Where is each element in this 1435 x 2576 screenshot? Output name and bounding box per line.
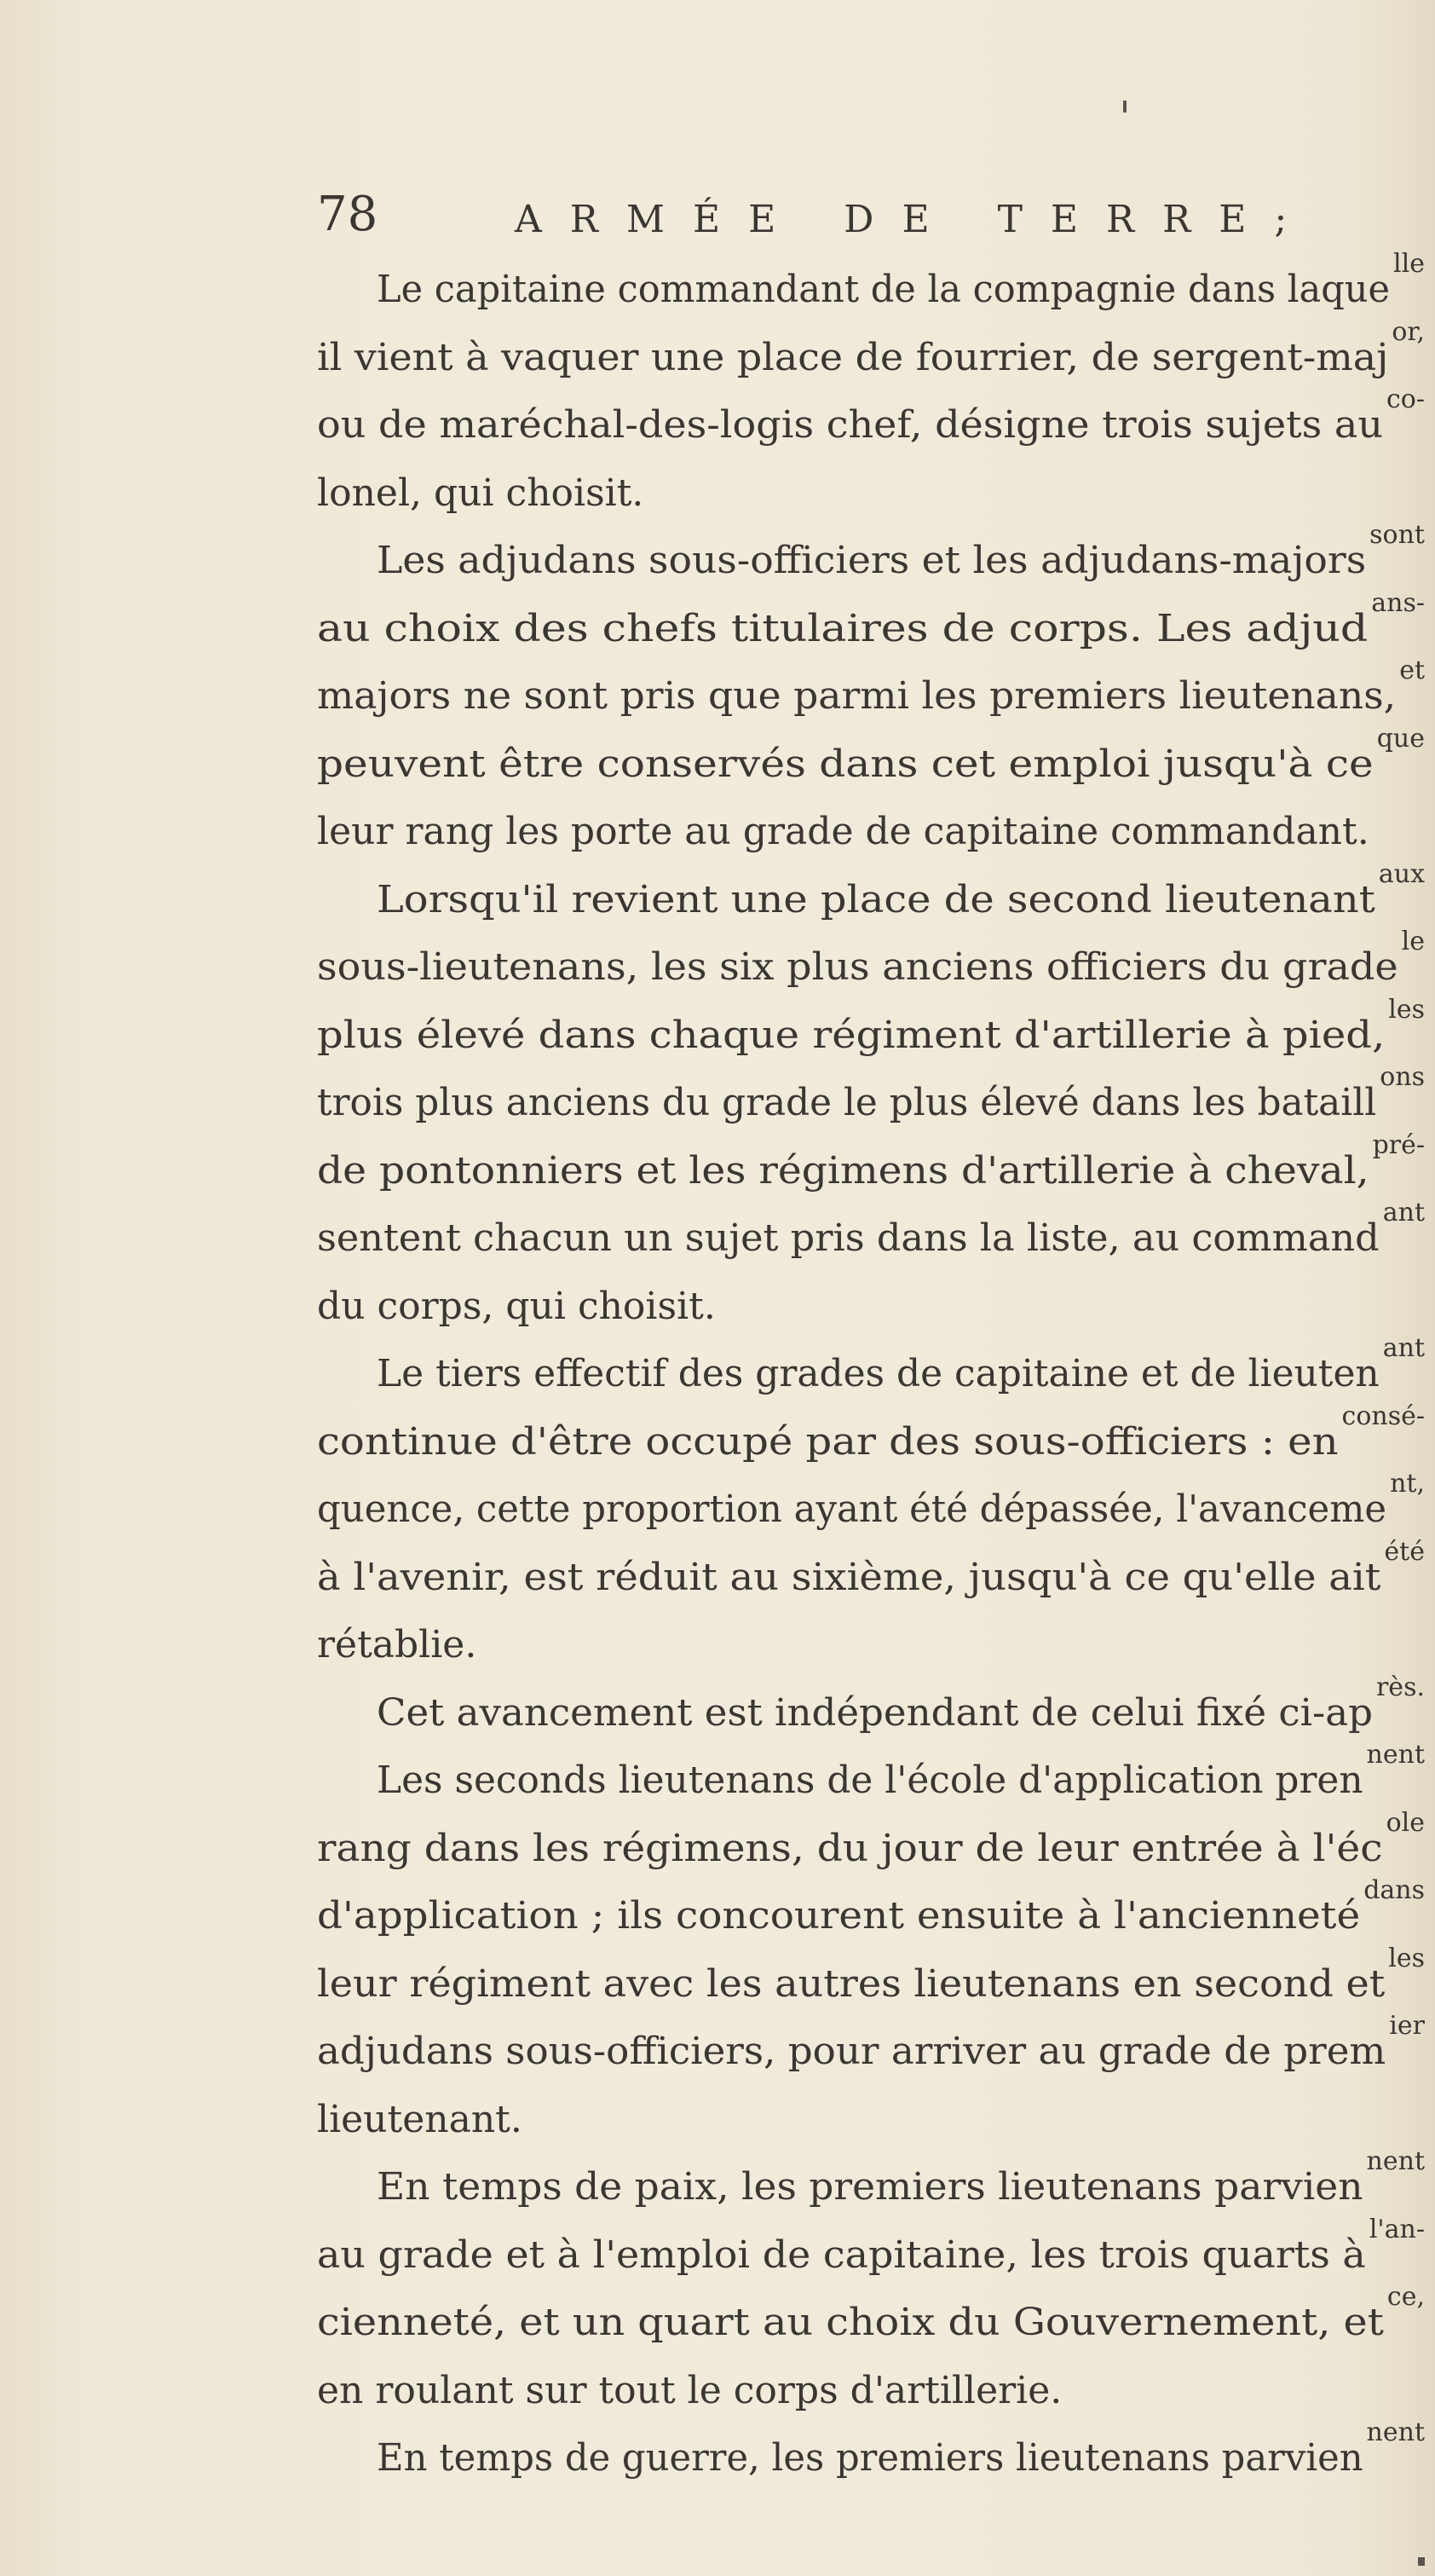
text-line bbox=[317, 858, 1425, 934]
line-text: en roulant sur tout le corps d'artillerie. bbox=[317, 2368, 1063, 2412]
page-number: 78 bbox=[317, 187, 378, 242]
line-text: Les adjudans sous-officiers et les adjudans-majors bbox=[377, 539, 1367, 582]
line-end-superscript: pré- bbox=[1372, 1129, 1425, 1160]
text-line bbox=[317, 1672, 1425, 1747]
line-end-superscript: ce, bbox=[1386, 2282, 1425, 2312]
line-end-superscript: ole bbox=[1386, 1807, 1425, 1838]
text-line bbox=[317, 798, 1425, 866]
text-line bbox=[317, 2011, 1425, 2086]
line-end-superscript: sont bbox=[1369, 520, 1425, 550]
line-text: quence, cette proportion ayant été dépassée, l'avanceme bbox=[317, 1487, 1387, 1531]
text-line bbox=[317, 1129, 1425, 1205]
text-line bbox=[317, 384, 1425, 459]
line-end-superscript: les bbox=[1388, 994, 1425, 1025]
line-text: Cet avancement est indépendant de celui fixé ci-ap bbox=[377, 1690, 1374, 1735]
text-line bbox=[317, 1943, 1425, 2019]
line-text: trois plus anciens du grade le plus élevé dans les bataill bbox=[317, 1081, 1377, 1124]
line-end-superscript: l'an- bbox=[1369, 2214, 1425, 2244]
text-line bbox=[317, 2146, 1425, 2221]
text-line bbox=[317, 1401, 1425, 1476]
line-text: plus élevé dans chaque régiment d'artillerie à pied, bbox=[317, 1013, 1386, 1057]
line-end-superscript: nent bbox=[1366, 2146, 1425, 2176]
line-text: adjudans sous-officiers, pour arriver au grade de prem bbox=[317, 2030, 1386, 2073]
text-line bbox=[317, 1807, 1425, 1883]
line-end-superscript: le bbox=[1401, 927, 1425, 956]
text-line bbox=[317, 520, 1425, 595]
running-title: ARMÉE DE TERRE; bbox=[515, 198, 1316, 241]
text-line bbox=[317, 2214, 1425, 2290]
text-line bbox=[317, 1875, 1425, 1950]
line-end-superscript: co- bbox=[1386, 384, 1425, 414]
text-line bbox=[317, 2282, 1425, 2357]
line-end-superscript: ons bbox=[1380, 1062, 1425, 1092]
body-text bbox=[317, 249, 1425, 2492]
line-end-superscript: les bbox=[1388, 1943, 1425, 1973]
line-text: sentent chacun un sujet pris dans la liste, au command bbox=[317, 1216, 1380, 1260]
line-text: rang dans les régimens, du jour de leur entrée à l'éc bbox=[317, 1826, 1383, 1870]
line-end-superscript: et bbox=[1399, 656, 1425, 685]
text-line bbox=[317, 249, 1425, 324]
line-end-superscript: or, bbox=[1392, 316, 1425, 347]
line-text: il vient à vaquer une place de fourrier, de sergent-maj bbox=[317, 335, 1389, 379]
line-text: Les seconds lieutenans de l'école d'application pren bbox=[377, 1759, 1363, 1802]
line-end-superscript: consé- bbox=[1341, 1401, 1425, 1431]
line-text: Le capitaine commandant de la compagnie dans laque bbox=[377, 268, 1390, 311]
line-text: leur régiment avec les autres lieutenans en second et bbox=[317, 1961, 1386, 2006]
line-text: lonel, qui choisit. bbox=[317, 471, 644, 515]
line-text: majors ne sont pris que parmi les premiers lieutenans, bbox=[317, 674, 1397, 718]
line-end-superscript: ant bbox=[1382, 1198, 1425, 1227]
line-text: de pontonniers et les régimens d'artillerie à cheval, bbox=[317, 1148, 1369, 1193]
text-line bbox=[317, 927, 1425, 1002]
line-text: au grade et à l'emploi de capitaine, les trois quarts à bbox=[317, 2232, 1366, 2277]
line-end-superscript: dans bbox=[1363, 1875, 1425, 1905]
print-mark bbox=[1418, 2557, 1425, 2566]
line-text: rétablie. bbox=[317, 1623, 477, 1666]
text-line bbox=[317, 316, 1425, 392]
line-text: peuvent être conservés dans cet emploi jusqu'à ce bbox=[317, 742, 1374, 786]
line-text: d'application ; ils concourent ensuite à l'ancienneté bbox=[317, 1894, 1361, 1938]
line-end-superscript: lle bbox=[1393, 249, 1425, 279]
text-line bbox=[317, 2357, 1425, 2425]
line-end-superscript: rès. bbox=[1375, 1672, 1425, 1702]
line-end-superscript: nent bbox=[1366, 1740, 1425, 1770]
text-line bbox=[317, 587, 1425, 663]
text-line bbox=[317, 1333, 1425, 1408]
text-line bbox=[317, 2086, 1425, 2154]
line-text: leur rang les porte au grade de capitaine commandant. bbox=[317, 810, 1369, 853]
line-text: sous-lieutenans, les six plus anciens officiers du grade bbox=[317, 945, 1398, 989]
text-line bbox=[317, 2417, 1425, 2492]
text-line bbox=[317, 1062, 1425, 1137]
line-end-superscript: nent bbox=[1366, 2417, 1425, 2447]
text-line bbox=[317, 1536, 1425, 1612]
text-line bbox=[317, 656, 1425, 731]
line-text: du corps, qui choisit. bbox=[317, 1284, 716, 1328]
line-end-superscript: aux bbox=[1378, 858, 1425, 889]
page-header bbox=[317, 181, 1425, 249]
line-text: au choix des chefs titulaires de corps. Les adjud bbox=[317, 606, 1369, 650]
line-text: Lorsqu'il revient une place de second lieutenant bbox=[377, 877, 1375, 921]
line-text: continue d'être occupé par des sous-officiers : en bbox=[317, 1419, 1339, 1464]
line-end-superscript: ant bbox=[1382, 1333, 1425, 1363]
line-text: ou de maréchal-des-logis chef, désigne trois sujets au bbox=[317, 403, 1384, 447]
line-text: En temps de guerre, les premiers lieutenans parvien bbox=[377, 2436, 1363, 2480]
line-end-superscript: nt, bbox=[1390, 1469, 1425, 1499]
text-line bbox=[317, 723, 1425, 799]
line-end-superscript: ans- bbox=[1371, 587, 1425, 618]
line-text: Le tiers effectif des grades de capitaine et de lieuten bbox=[377, 1352, 1380, 1395]
text-line bbox=[317, 1273, 1425, 1341]
line-text: lieutenant. bbox=[317, 2097, 522, 2141]
text-line bbox=[317, 1469, 1425, 1544]
text-line bbox=[317, 1740, 1425, 1815]
line-end-superscript: été bbox=[1384, 1536, 1425, 1567]
text-line bbox=[317, 994, 1425, 1070]
print-mark bbox=[1123, 101, 1127, 113]
line-end-superscript: ier bbox=[1389, 2011, 1425, 2041]
line-end-superscript: que bbox=[1376, 723, 1425, 754]
line-text: cienneté, et un quart au choix du Gouvernement, et bbox=[317, 2301, 1384, 2344]
text-line bbox=[317, 459, 1425, 528]
line-text: En temps de paix, les premiers lieutenans parvien bbox=[377, 2165, 1363, 2209]
text-line bbox=[317, 1611, 1425, 1679]
line-text: à l'avenir, est réduit au sixième, jusqu'à ce qu'elle ait bbox=[317, 1555, 1381, 1599]
text-line bbox=[317, 1198, 1425, 1273]
